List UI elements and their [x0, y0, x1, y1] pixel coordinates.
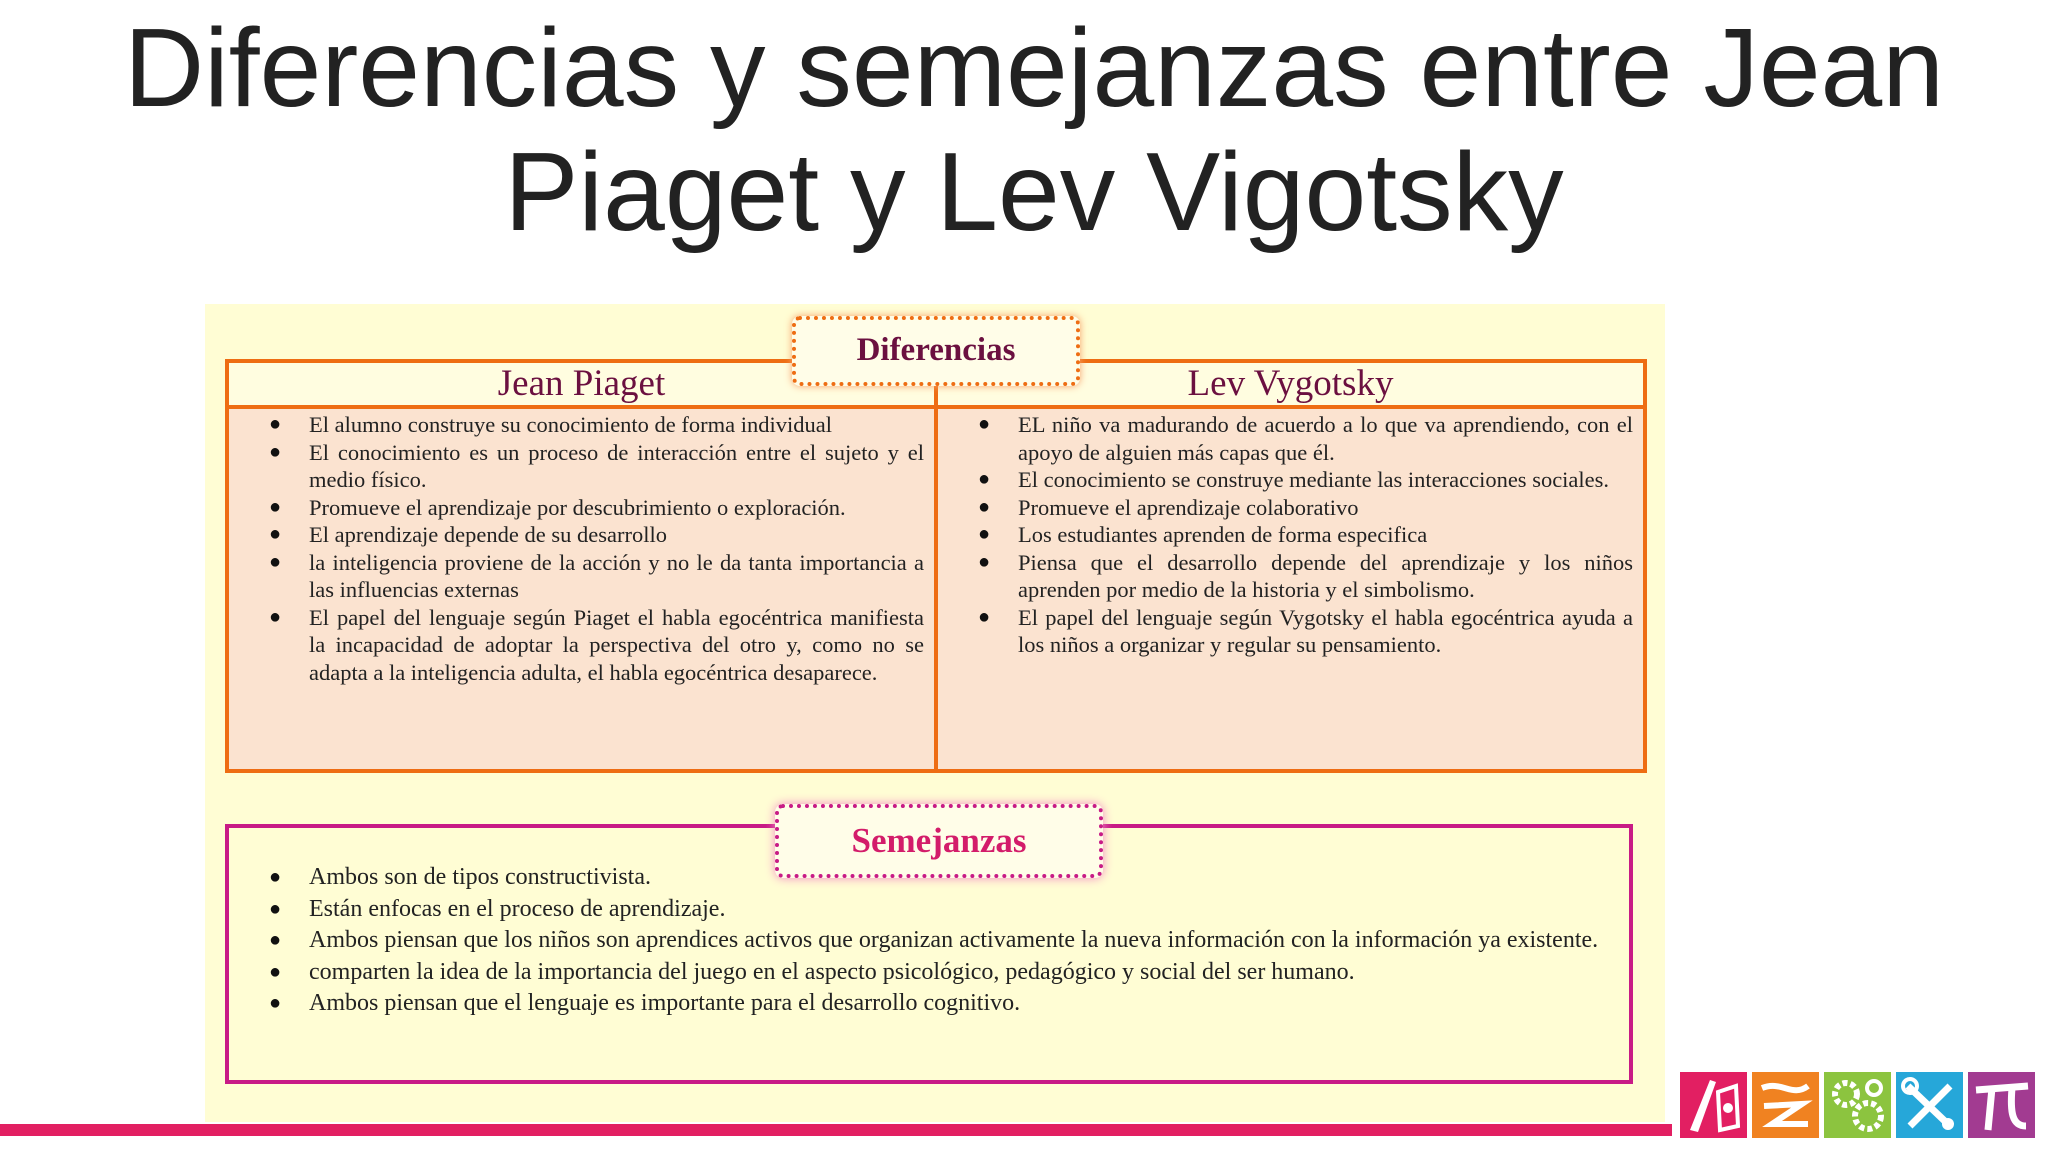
- similarity-item: ● Están enfocas en el proceso de aprendizaje.: [239, 894, 1619, 926]
- bullet-icon: ●: [978, 413, 991, 435]
- bullet-icon: ●: [978, 495, 991, 518]
- vygotsky-header: Lev Vygotsky: [1187, 363, 1394, 404]
- differences-label: Diferencias: [792, 316, 1080, 386]
- bullet-icon: ●: [269, 523, 282, 545]
- bullet-icon: ●: [978, 468, 991, 490]
- similarities-label: Semejanzas: [775, 804, 1103, 878]
- piaget-column: [229, 409, 938, 769]
- similarities-list: [239, 862, 1619, 1020]
- vygotsky-item: ● El conocimiento se construye mediante las interacciones sociales.: [978, 467, 1610, 492]
- similarity-item: ● Ambos piensan que el lenguaje es importante para el desarrollo cognitivo.: [239, 988, 1619, 1020]
- piaget-item: ● El alumno construye su conocimiento de forma individual: [269, 412, 833, 437]
- piaget-item: ● Promueve el aprendizaje por descubrimiento o exploración.: [269, 494, 846, 520]
- bullet-icon: ●: [978, 550, 991, 573]
- vygotsky-column: [938, 409, 1643, 769]
- piaget-item: ● la inteligencia proviene de la acción y no le da tanta importancia a las influencias externas: [269, 549, 924, 602]
- vygotsky-list: [948, 411, 1633, 659]
- bullet-icon: ●: [269, 605, 282, 628]
- bullet-icon: ●: [269, 992, 282, 1014]
- slide-title: Diferencias y semejanzas entre Jean Piaget y Lev Vigotsky: [123, 6, 1945, 254]
- bullet-icon: ●: [269, 413, 282, 435]
- bullet-icon: ●: [269, 440, 282, 463]
- bullet-icon: ●: [269, 495, 282, 518]
- bullet-icon: ●: [269, 897, 282, 920]
- piaget-header: Jean Piaget: [229, 363, 938, 405]
- piaget-list: [239, 411, 924, 686]
- similarity-item: ● comparten la idea de la importancia del juego en el aspecto psicológico, pedagógico y social del ser humano.: [239, 957, 1619, 989]
- bullet-icon: ●: [978, 523, 991, 545]
- vygotsky-item: ● Piensa que el desarrollo depende del aprendizaje y los niños aprenden por medio de la historia y el simbolismo.: [978, 549, 1633, 602]
- piaget-item: ● El papel del lenguaje según Piaget el habla egocéntrica manifiesta la incapacidad de adoptar la perspectiva del otro y, como no se adapta a la inteligencia adulta, el habla egocéntrica desaparece.: [269, 604, 924, 685]
- bullet-icon: ●: [269, 929, 282, 951]
- art-tile-icon: [1680, 1072, 1747, 1138]
- piaget-item: ● El conocimiento es un proceso de interacción entre el sujeto y el medio físico.: [269, 439, 924, 492]
- comparison-panel: [205, 304, 1665, 1122]
- vygotsky-item: ● Los estudiantes aprenden de forma especifica: [978, 522, 1428, 547]
- bullet-icon: ●: [269, 960, 282, 983]
- pi-tile-icon: [1968, 1072, 2035, 1138]
- vygotsky-item: ● El papel del lenguaje según Vygotsky el habla egocéntrica ayuda a los niños a organizar y regular su pensamiento.: [978, 604, 1633, 657]
- piaget-item: ● El aprendizaje depende de su desarrollo: [269, 522, 667, 547]
- logo: [1680, 1072, 2042, 1138]
- differences-body: [229, 409, 1643, 769]
- gears-tile-icon: [1824, 1072, 1891, 1138]
- bullet-icon: ●: [978, 605, 991, 628]
- vygotsky-item: ● EL niño va madurando de acuerdo a lo que va aprendiendo, con el apoyo de alguien más capas que él.: [978, 412, 1633, 465]
- bullet-icon: ●: [269, 550, 282, 573]
- bullet-icon: ●: [269, 866, 282, 888]
- music-tile-icon: [1752, 1072, 1819, 1138]
- footer-bar: [0, 1124, 1672, 1136]
- similarity-item: ● Ambos piensan que los niños son aprendices activos que organizan activamente la nueva información con la información ya existente.: [239, 925, 1619, 957]
- similarity-item: ● Ambos son de tipos constructivista.: [239, 862, 1619, 894]
- vygotsky-item: ● Promueve el aprendizaje colaborativo: [978, 494, 1359, 520]
- tools-tile-icon: [1896, 1072, 1963, 1138]
- differences-table: [225, 359, 1647, 773]
